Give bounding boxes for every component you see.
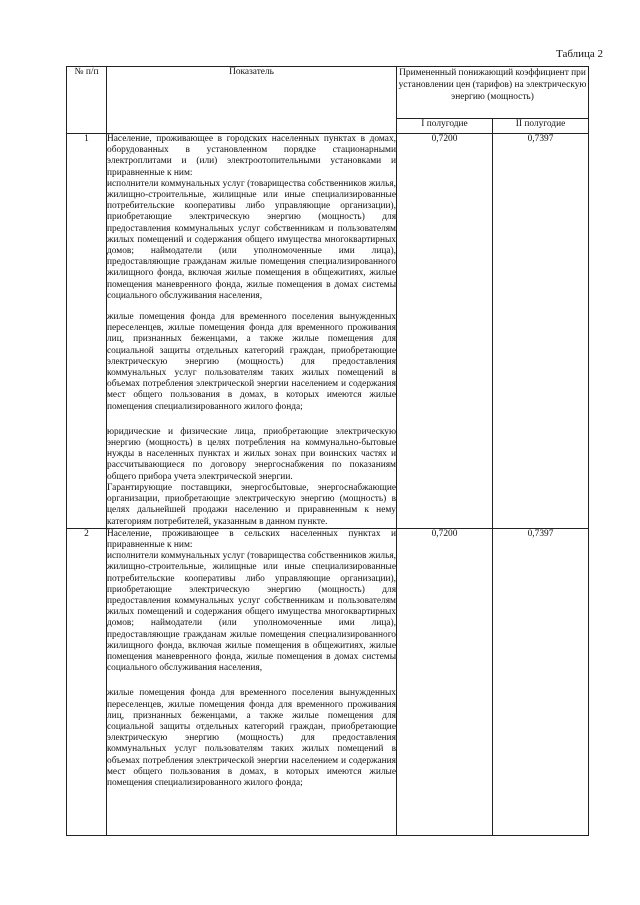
indicator-paragraph: Гарантирующие поставщики, энергосбытовые, энергоснабжающие организации, приобретающие электрическую энергию (мощность) в целях дальнейшей продажи населению и приравненным к нему категориям потребителей, указанным в данном пункте. <box>107 482 396 527</box>
row-number: 2 <box>67 528 107 835</box>
indicator-paragraph: жилые помещения фонда для временного поселения вынужденных переселенцев, жилые помещения фонда для временного проживания лиц, признанных беженцами, а также жилые помещения для социальной защиты отдельных категорий граждан, приобретающие электрическую энергию (мощность) для предоставления коммунальных услуг пользователям таких жилых помещений в объемах потребления электрической энергии населением и содержания мест общего пользования в домах, в которых имеются жилые помещения специализированного жилого фонда; <box>107 688 396 788</box>
table-caption: Таблица 2 <box>556 48 604 60</box>
value-half1: 0,7200 <box>397 528 493 835</box>
indicator-paragraph: юридические и физические лица, приобретающие электрическую энергию (мощность) в целях потребления на коммунально-бытовые нужды в населенных пунктах и жилых зонах при воинских частях и рассчитывающиеся по договору энергоснабжения по показаниям общего прибора учета электрической энергии. <box>107 426 396 482</box>
row-number: 1 <box>67 134 107 529</box>
header-row <box>67 67 589 119</box>
header-half2: II полугодие <box>493 119 589 134</box>
table-row <box>67 528 589 835</box>
table-row <box>67 134 589 529</box>
value-half1: 0,7200 <box>397 134 493 529</box>
indicator-paragraph: исполнители коммунальных услуг (товарищества собственников жилья, жилищно-строительные, жилищные или иные специализированные потребительские кооперативы либо управляющие организации), приобретающие электрическую энергию (мощность) для предоставления коммунальных услуг собственникам и пользователям жилых помещений и содержания общего имущества многоквартирных домов; наймодатели (или уполномоченные ими лица), предоставляющие гражданам жилые помещения специализированного жилищного фонда, включая жилые помещения в общежитиях, жилые помещения маневренного фонда, жилые помещения в домах системы социального обслуживания населения, <box>107 551 396 674</box>
value-half2: 0,7397 <box>493 134 589 529</box>
header-number: № п/п <box>67 67 107 134</box>
header-half1: I полугодие <box>397 119 493 134</box>
header-indicator: Показатель <box>107 67 397 134</box>
value-half2: 0,7397 <box>493 528 589 835</box>
tariff-coefficient-table <box>66 66 589 836</box>
indicator-paragraph: Население, проживающее в городских населенных пунктах в домах, оборудованных в установленном порядке стационарными электроплитами и (или) электроотопительными установками и приравненные к ним: <box>107 134 396 178</box>
indicator-paragraph: исполнители коммунальных услуг (товарищества собственников жилья, жилищно-строительные, жилищные или иные специализированные потребительские кооперативы либо управляющие организации), приобретающие электрическую энергию (мощность) для предоставления коммунальных услуг собственникам и пользователям жилых помещений и содержания общего имущества многоквартирных домов; наймодатели (или уполномоченные ими лица), предоставляющие гражданам жилые помещения специализированного жилищного фонда, включая жилые помещения в общежитиях, жилые помещения маневренного фонда, жилые помещения в домах системы социального обслуживания населения, <box>107 178 396 301</box>
indicator-paragraph: Население, проживающее в сельских населенных пунктах и приравненные к ним: <box>107 528 396 550</box>
indicator-paragraph: жилые помещения фонда для временного поселения вынужденных переселенцев, жилые помещения фонда для временного проживания лиц, признанных беженцами, а также жилые помещения для социальной защиты отдельных категорий граждан, приобретающие электрическую энергию (мощность) для предоставления коммунальных услуг пользователям таких жилых помещений в объемах потребления электрической энергии населением и содержания мест общего пользования в домах, в которых имеются жилые помещения специализированного жилого фонда; <box>107 312 396 412</box>
row-indicator <box>107 134 397 529</box>
header-coefficient: Примененный понижающий коэффициент при установлении цен (тарифов) на электрическую энергию (мощность) <box>397 67 589 119</box>
row-indicator <box>107 528 397 835</box>
